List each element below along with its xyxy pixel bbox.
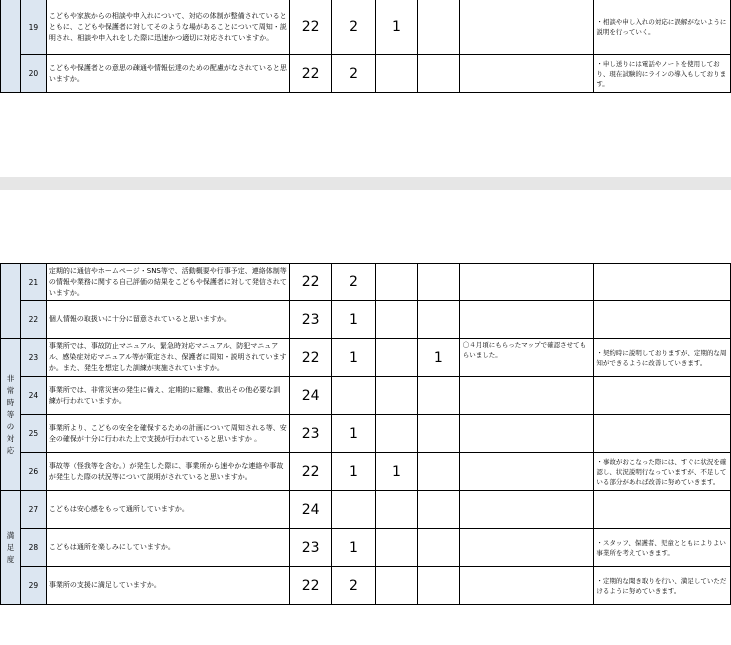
guardian-comment [459,567,594,605]
row-number: 21 [20,264,46,301]
question-text: こどもや保護者との意思の疎通や情報伝達のための配慮がなされていると思いますか。 [46,55,289,93]
count-no [375,339,417,377]
row-number: 29 [20,567,46,605]
count-unknown [417,415,459,453]
count-no [375,415,417,453]
facility-response [594,491,731,529]
count-unknown [417,453,459,491]
question-text: 事業所では、事故防止マニュアル、緊急時対応マニュアル、防犯マニュアル、感染症対応マニュアル等が策定され、保護者に周知・説明されていますか。また、発生を想定した訓練が実施されていますか。 [46,339,289,377]
count-no [375,55,417,93]
row-number: 20 [20,55,46,93]
count-yes: 24 [290,491,332,529]
table-row [1,264,731,301]
facility-response: ・契約時に説明しておりますが、定期的な周知ができるように改善していきます。 [594,339,731,377]
row-number: 25 [20,415,46,453]
guardian-comment [459,264,594,301]
row-number: 26 [20,453,46,491]
count-unknown [417,264,459,301]
count-no [375,529,417,567]
count-unknown [417,0,459,55]
category-cell [1,0,21,93]
guardian-comment [459,453,594,491]
facility-response: ・申し送りには電話やノートを使用しており、現在試験的にラインの導入もしております。 [594,55,731,93]
count-no [375,491,417,529]
count-somewhat: 1 [332,415,376,453]
count-no [375,301,417,339]
row-number: 19 [20,0,46,55]
count-no [375,377,417,415]
question-text: こどもは通所を楽しみにしていますか。 [46,529,289,567]
row-number: 23 [20,339,46,377]
count-somewhat: 1 [332,453,376,491]
table-row [1,55,731,93]
count-yes: 24 [290,377,332,415]
guardian-comment [459,491,594,529]
table-row [1,301,731,339]
facility-response: ・スタッフ、保護者、児童とともによりよい事業所を考えていきます。 [594,529,731,567]
guardian-comment [459,415,594,453]
count-yes: 23 [290,529,332,567]
facility-response [594,377,731,415]
count-yes: 22 [290,0,332,55]
table-row [1,415,731,453]
count-yes: 22 [290,339,332,377]
count-yes: 23 [290,415,332,453]
table-row [1,339,731,377]
facility-response: ・相談や申し入れの対応に誤解がないように説明を行っていく。 [594,0,731,55]
question-text: 事業所では、非常災害の発生に備え、定期的に避難、救出その他必要な訓練が行われていますか。 [46,377,289,415]
category-satisfaction: 満 足 度 [1,491,21,605]
facility-response [594,415,731,453]
row-number: 22 [20,301,46,339]
count-unknown [417,529,459,567]
question-text: 個人情報の取扱いに十分に留意されていると思いますか。 [46,301,289,339]
guardian-comment [459,529,594,567]
count-unknown: 1 [417,339,459,377]
count-unknown [417,301,459,339]
count-yes: 22 [290,55,332,93]
facility-response: ・定期的な聞き取りを行い、満足していただけるように努めていきます。 [594,567,731,605]
evaluation-table-top [0,0,731,93]
question-text: 定期的に通信やホームページ・SNS等で、活動概要や行事予定、連絡体制等の情報や業務に関する自己評価の結果をこどもや保護者に対して発信されていますか。 [46,264,289,301]
facility-response: ・事故がおこなった際には、すぐに状況を確認し、状況説明行なっていますが、不足している部分があれば改善に努めていきます。 [594,453,731,491]
count-somewhat: 1 [332,339,376,377]
count-somewhat: 1 [332,529,376,567]
question-text: 事業所の支援に満足していますか。 [46,567,289,605]
count-yes: 22 [290,264,332,301]
count-somewhat [332,377,376,415]
question-text: こどもや家族からの相談や申入れについて、対応の体制が整備されているとともに、こどもや保護者に対してそのような場があることについて周知・説明され、相談や申入れをした際に迅速かつ適切に対応されていますか。 [46,0,289,55]
count-somewhat: 2 [332,264,376,301]
count-somewhat: 2 [332,0,376,55]
row-number: 24 [20,377,46,415]
row-number: 27 [20,491,46,529]
guardian-comment: 〇４月頃にもらったマップで確認させてもらいました。 [459,339,594,377]
count-unknown [417,567,459,605]
table-row [1,453,731,491]
count-somewhat [332,491,376,529]
evaluation-table-bottom [0,263,731,605]
guardian-comment [459,301,594,339]
count-no: 1 [375,0,417,55]
count-no [375,567,417,605]
count-unknown [417,55,459,93]
count-yes: 22 [290,453,332,491]
table-row [1,377,731,415]
question-text: こどもは安心感をもって通所していますか。 [46,491,289,529]
guardian-comment [459,55,594,93]
category-emergency: 非 常 時 等 の 対 応 [1,339,21,491]
count-unknown [417,491,459,529]
count-somewhat: 1 [332,301,376,339]
guardian-comment [459,377,594,415]
count-somewhat: 2 [332,567,376,605]
row-number: 28 [20,529,46,567]
facility-response [594,301,731,339]
table-row [1,529,731,567]
table-row [1,491,731,529]
count-no [375,264,417,301]
count-yes: 22 [290,567,332,605]
question-text: 事故等（怪我等を含む。）が発生した際に、事業所から速やかな連絡や事故が発生した際の状況等について説明がされていると思いますか。 [46,453,289,491]
question-text: 事業所より、こどもの安全を確保するための計画について周知される等、安全の確保が十分に行われた上で支援が行われていると思いますか 。 [46,415,289,453]
category-cell [1,264,21,339]
count-unknown [417,377,459,415]
table-row [1,567,731,605]
table-row [1,0,731,55]
count-somewhat: 2 [332,55,376,93]
guardian-comment [459,0,594,55]
page-break-band [0,177,731,190]
count-yes: 23 [290,301,332,339]
count-no: 1 [375,453,417,491]
facility-response [594,264,731,301]
